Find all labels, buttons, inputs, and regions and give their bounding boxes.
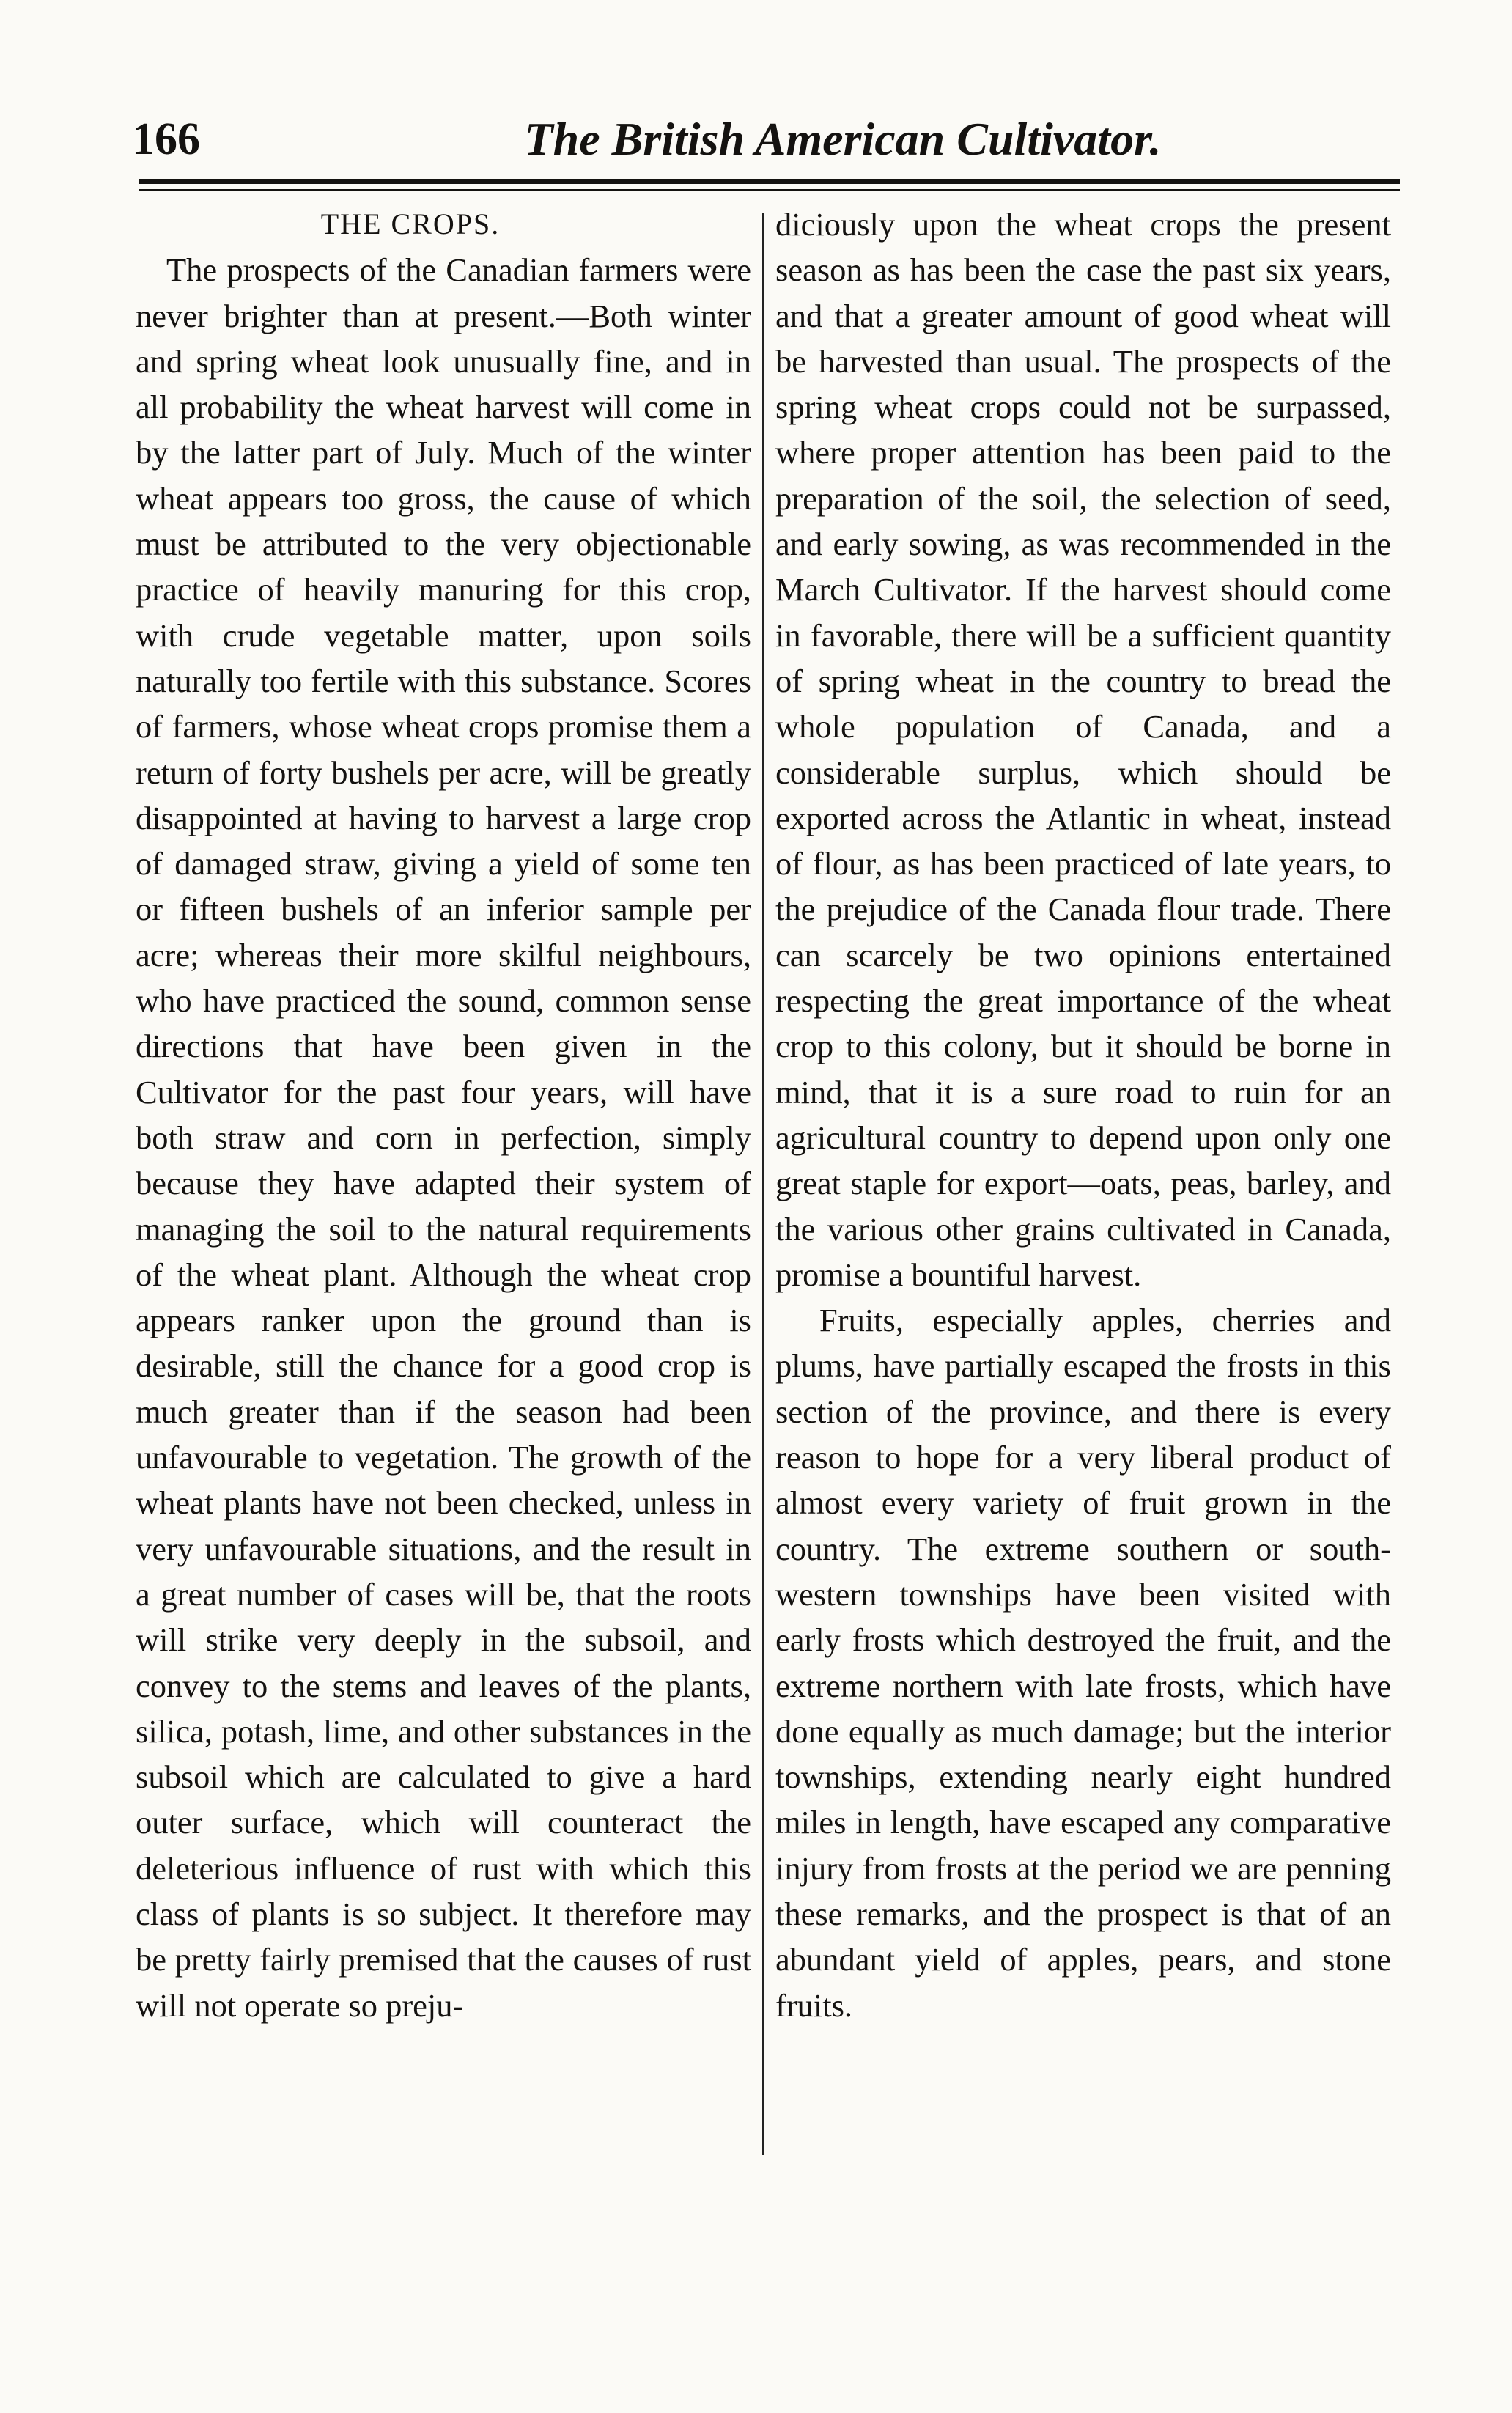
column-divider: [762, 213, 764, 2155]
right-column: [775, 202, 1391, 2028]
header-rule-thick: [139, 179, 1400, 184]
article-heading: THE CROPS.: [320, 207, 501, 240]
page-header: [132, 110, 1393, 169]
article-paragraph-fruits: Fruits, especially apples, cherries and plums, have partially escaped the frosts in this section of the province, and there is every reason to hope for a very liberal product of almost every variety of fruit grown in the country. The extreme southern or south-western townships have been visited with early frosts which destroyed the fruit, and the extreme northern with late frosts, which have done equally as much damage; but the interior townships, extending nearly eight hundred miles in length, have escaped any comparative injury from frosts at the period we are penning these remarks, and the prospect is that of an abundant yield of apples, pears, and stone fruits.: [775, 1302, 1391, 2024]
running-title: The British American Cultivator.: [524, 113, 1162, 165]
left-column: [136, 202, 751, 2028]
page-number: 166: [132, 114, 200, 164]
header-rule-thin: [139, 189, 1400, 191]
article-paragraph-continued: diciously upon the wheat crops the present season as has been the case the past six years, and that a greater amount of good wheat will be harvested than usual. The prospects of the spring wheat crops could not be surpassed, where proper attention has been paid to the preparation of the soil, the selection of seed, and early sowing, as was recommended in the March Cultivator. If the harvest should come in favorable, there will be a sufficient quantity of spring wheat in the country to bread the whole population of Canada, and a considerable surplus, which should be exported across the Atlantic in wheat, instead of flour, as has been practiced of late years, to the prejudice of the Canada flour trade. There can scarcely be two opinions entertained respecting the great importance of the wheat crop to this colony, but it should be borne in mind, that it is a sure road to ruin for an agricultural country to depend upon only one great staple for export—oats, peas, barley, and the various other grains cultivated in Canada, promise a bountiful harvest.: [775, 206, 1391, 1293]
article-paragraph-left: The prospects of the Canadian farmers were never brighter than at present.—Both winter and spring wheat look unusually fine, and in all probability the wheat harvest will come in by the latter part of July. Much of the winter wheat appears too gross, the cause of which must be attributed to the very objectionable practice of heavily manuring for this crop, with crude vegetable matter, upon soils naturally too fertile with this substance. Scores of farmers, whose wheat crops promise them a return of forty bushels per acre, will be greatly disappointed at having to harvest a large crop of damaged straw, giving a yield of some ten or fifteen bushels of an inferior sample per acre; whereas their more skilful neighbours, who have practiced the sound, common sense directions that have been given in the Cultivator for the past four years, will have both straw and corn in perfection, simply because they have adapted their system of managing the soil to the natural requirements of the wheat plant. Although the wheat crop appears ranker upon the ground than is desirable, still the chance for a good crop is much greater than if the season had been unfavourable to vegetation. The growth of the wheat plants have not been checked, unless in very unfavourable situations, and the result in a great number of cases will be, that the roots will strike very deeply in the subsoil, and convey to the stems and leaves of the plants, silica, potash, lime, and other substances in the subsoil which are calculated to give a hard outer surface, which will counteract the deleterious influence of rust with which this class of plants is so subject. It therefore may be pretty fairly premised that the causes of rust will not operate so preju-: [136, 251, 751, 2024]
